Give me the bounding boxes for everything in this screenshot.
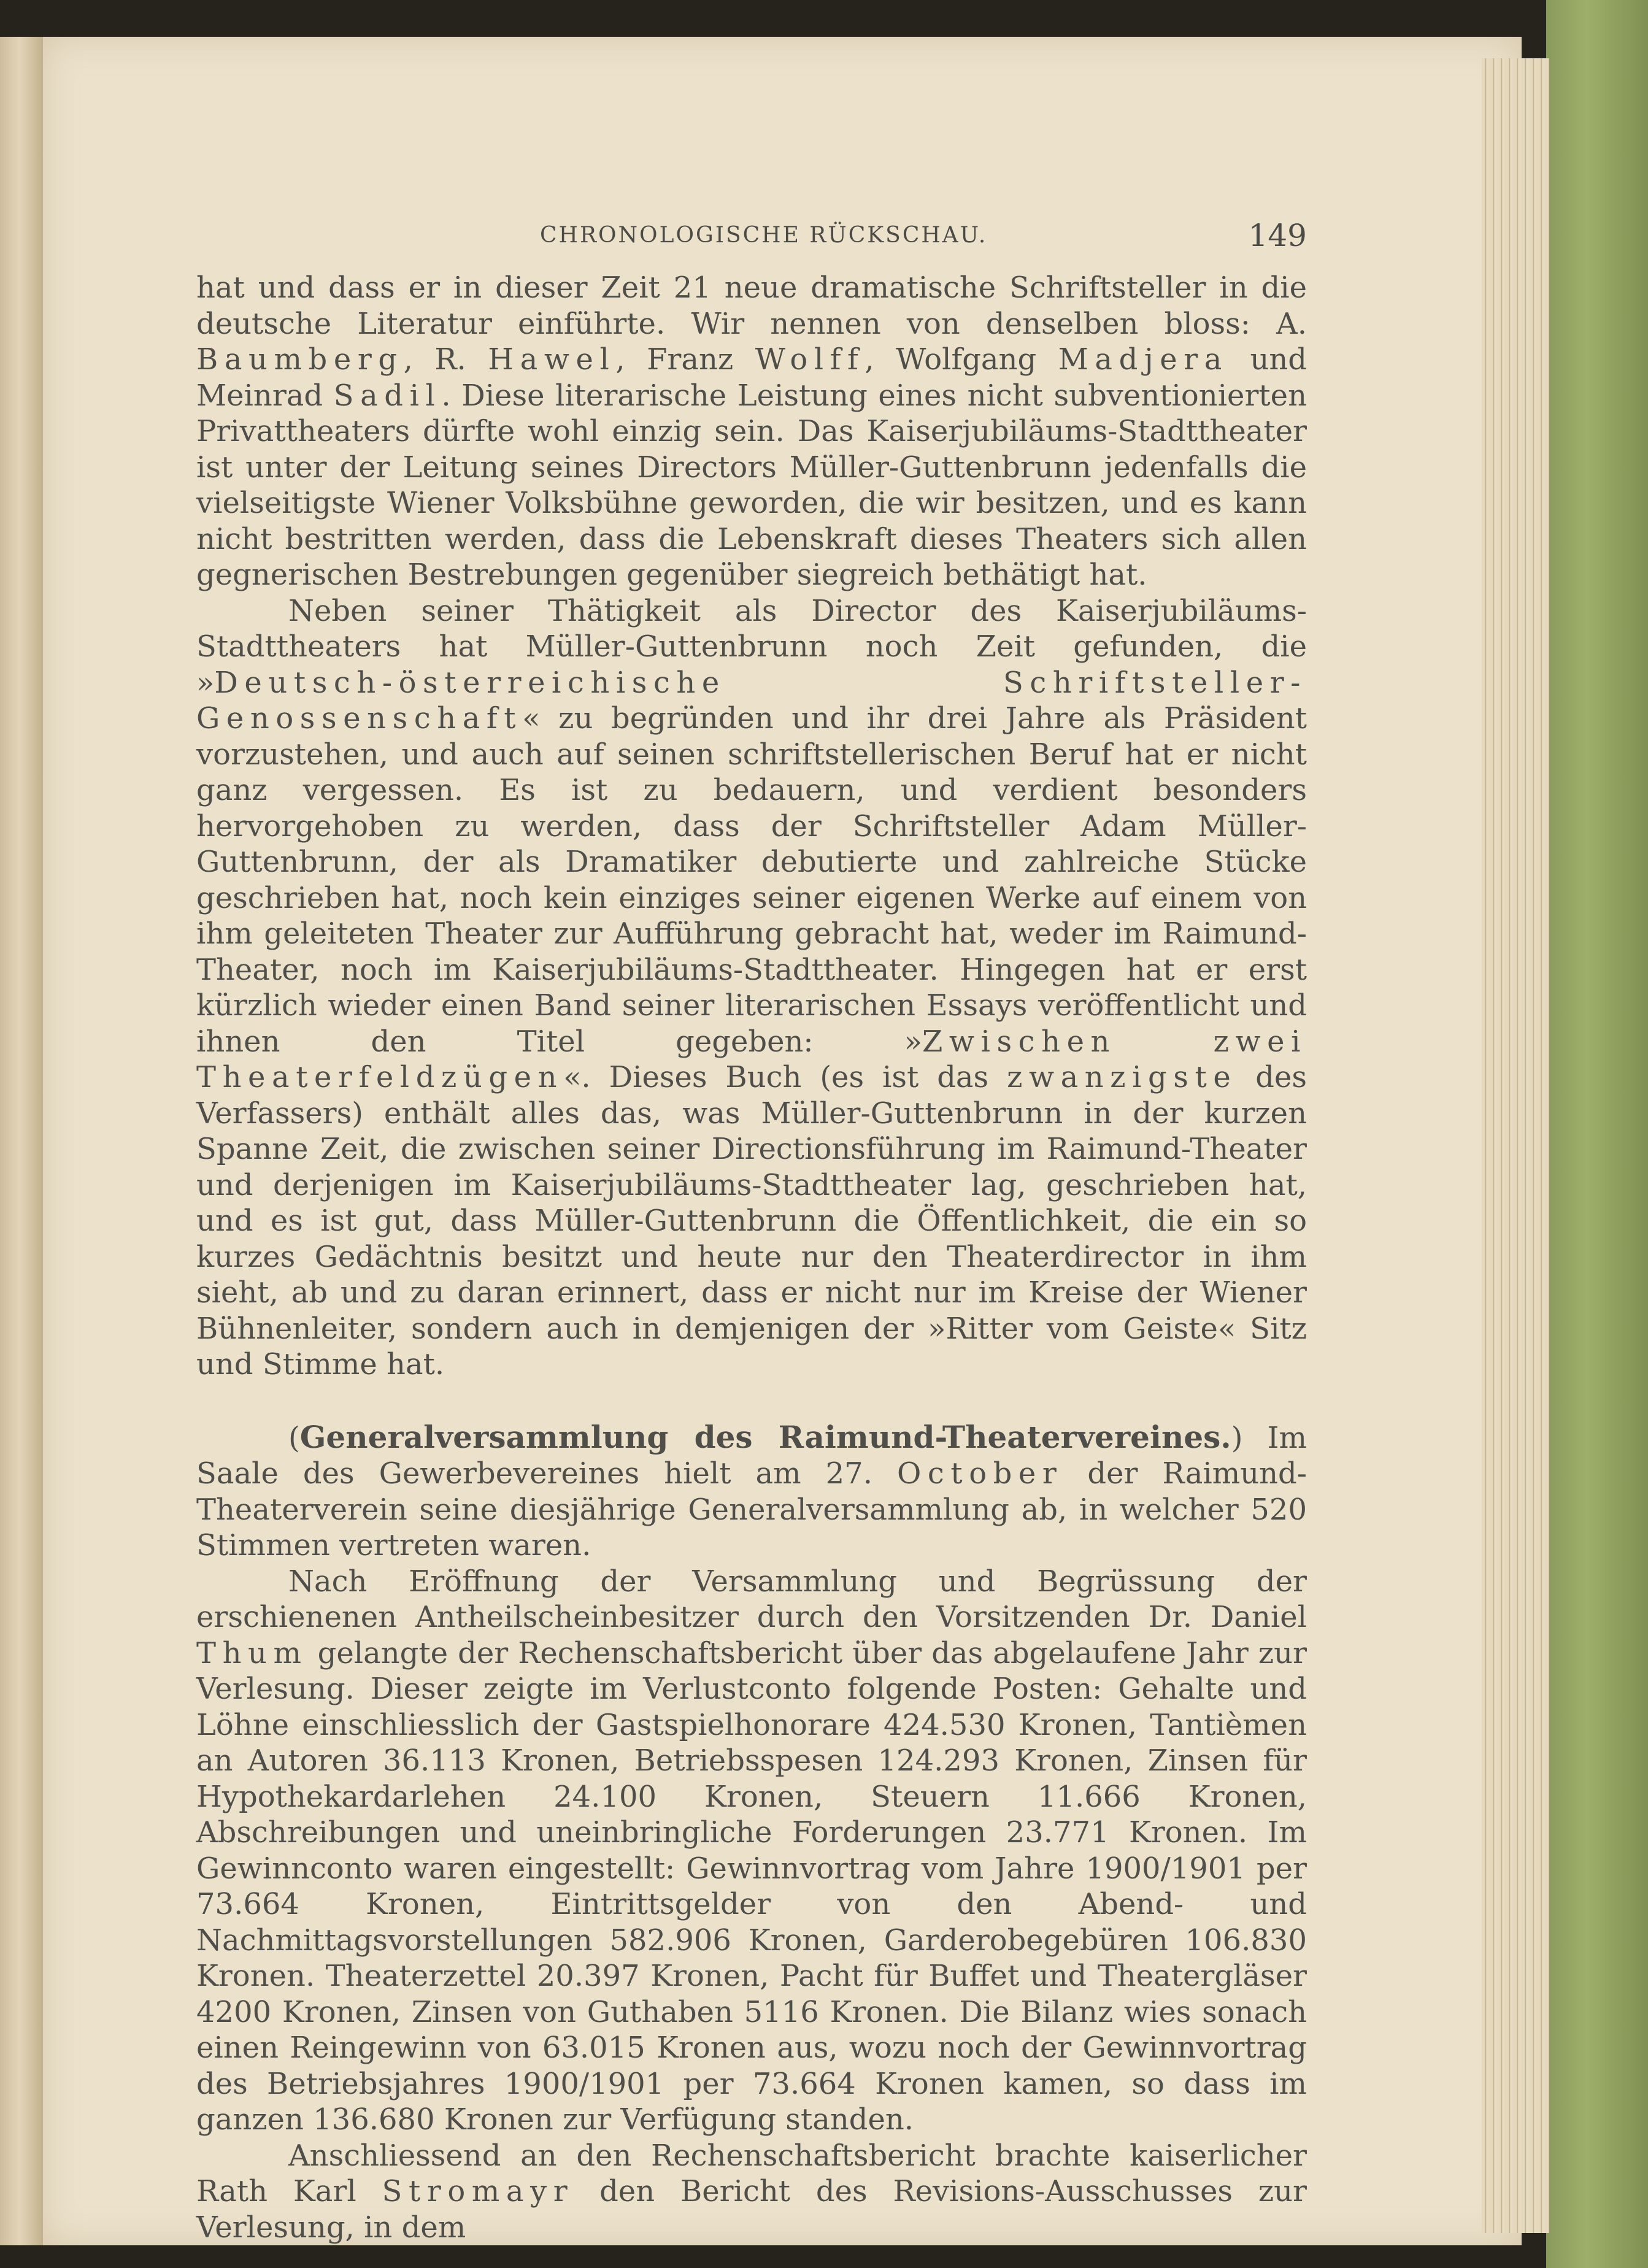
paragraph: [196, 1564, 1307, 2138]
spaced-name: Zwischen zwei Theaterfeldzügen: [196, 1024, 1307, 1094]
running-title: CHRONOLOGISCHE RÜCKSCHAU.: [540, 223, 988, 248]
running-head: [196, 218, 1307, 255]
text-run: , Franz: [615, 342, 755, 377]
text-run: und Meinrad: [196, 342, 1307, 413]
text-run: , Wolfgang: [864, 342, 1058, 377]
book-cover: [1546, 0, 1648, 2268]
paragraph: [196, 2138, 1307, 2246]
spaced-name: Stromayr: [382, 2174, 574, 2208]
spaced-name: October: [896, 1456, 1063, 1491]
text-run: Anschliessend an den Rechenschaftsbericht brachte kaiserlicher Rath Karl: [196, 2138, 1307, 2208]
spaced-name: Hawel: [488, 342, 616, 377]
body-text: [196, 270, 1307, 2245]
text-run: . Diese literarische Leistung eines nicht subventionierten Privattheaters dürfte wohl einzig sein. Das Kaiserjubiläums-Stadttheater ist unter der Leitung seines Directors Müller-Guttenbrunn jedenfalls die vielseitigste Wiener Volksbühne geworden, die wir besitzen, und es kann nicht bestritten werden, dass die Lebenskraft dieses Theaters sich allen gegnerischen Bestrebungen gegenüber siegreich bethätigt hat.: [196, 378, 1307, 592]
text-run: der Raimund-Theaterverein seine diesjährige Generalversammlung ab, in welcher 520 Stimmen vertreten waren.: [196, 1456, 1307, 1563]
spaced-name: Madjera: [1058, 342, 1228, 377]
text-run: des Verfassers) enthält alles das, was Müller-Guttenbrunn in der kurzen Spanne Zeit, die zwischen seiner Directionsführung im Raimund-Theater und derjenigen im Kaiserjubiläums-Stadttheater lag, geschrieben hat, und es ist gut, dass Müller-Guttenbrunn die Öffentlichkeit, die ein so kurzes Gedächtnis besitzt und heute nur den Theaterdirector in ihm sieht, ab und zu daran erinnert, dass er nicht nur im Kreise der Wiener Bühnenleiter, sondern auch in demjenigen der »Ritter vom Geiste« Sitz und Stimme hat.: [196, 1060, 1307, 1382]
section-heading: Generalversammlung des Raimund-Theatervereines.: [299, 1418, 1231, 1455]
text-run: «. Dieses Buch (es ist das: [563, 1060, 1007, 1094]
text-run: ) Im Saale des Gewerbevereines hielt am 27.: [196, 1420, 1307, 1491]
text-run: « zu begründen und ihr drei Jahre als Präsident vorzustehen, und auch auf seinen schriftstellerischen Beruf hat er nicht ganz vergessen. Es ist zu bedauern, und verdient besonders hervorgehoben zu werden, dass der Schriftsteller Adam Müller-Guttenbrunn, der als Dramatiker debutierte und zahlreiche Stücke geschrieben hat, noch kein einziges seiner eigenen Werke auf einem von ihm geleiteten Theater zur Aufführung gebracht hat, weder im Raimund-Theater, noch im Kaiserjubiläums-Stadttheater. Hingegen hat er erst kürzlich wieder einen Band seiner literarischen Essays veröffentlicht und ihnen den Titel gegeben: »: [196, 701, 1307, 1059]
text-run: gelangte der Rechenschaftsbericht über das abgelaufene Jahr zur Verlesung. Dieser zeigte im Verlustconto folgende Posten: Gehalte und Löhne einschliesslich der Gastspielhonorare 424.530 Kronen, Tantièmen an Autoren 36.113 Kronen, Betriebsspesen 124.293 Kronen, Zinsen für Hypothekardarlehen 24.100 Kronen, Steuern 11.666 Kronen, Abschreibungen und uneinbringliche Forderungen 23.771 Kronen. Im Gewinnconto waren eingestellt: Gewinnvortrag vom Jahre 1900/1901 per 73.664 Kronen, Eintrittsgelder von den Abend- und Nachmittagsvorstellungen 582.906 Kronen, Garderobegebüren 106.830 Kronen. Theaterzettel 20.397 Kronen, Pacht für Buffet und Theatergläser 4200 Kronen, Zinsen von Guthaben 5116 Kronen. Die Bilanz wies sonach einen Reingewinn von 63.015 Kronen aus, wozu noch der Gewinnvortrag des Betriebsjahres 1900/1901 per 73.664 Kronen kamen, so dass im ganzen 136.680 Kronen zur Verfügung standen.: [196, 1636, 1307, 2137]
text-run: Nach Eröffnung der Versammlung und Begrüssung der erschienenen Antheilscheinbesitzer durch den Vorsitzenden Dr. Daniel: [196, 1564, 1307, 1634]
text-run: (: [288, 1420, 300, 1455]
spaced-name: Thum: [196, 1636, 308, 1670]
text-run: den Bericht des Revisions-Ausschusses zur Verlesung, in dem: [196, 2174, 1307, 2245]
spaced-name: Baumberg: [196, 342, 404, 377]
paragraph: [196, 1420, 1307, 1564]
spaced-name: Deutsch-österreichische Schriftsteller-Genossenschaft: [196, 665, 1307, 736]
spaced-name: Wolff: [755, 342, 865, 377]
spaced-name: Sadil: [333, 378, 442, 413]
facing-page-edge: [0, 37, 49, 2245]
text-run: hat und dass er in dieser Zeit 21 neue dramatische Schriftsteller in die deutsche Literatur einführte. Wir nennen von denselben bloss: A.: [196, 271, 1307, 341]
page-number: 149: [1248, 218, 1307, 253]
spaced-name: zwanzigste: [1007, 1060, 1238, 1094]
page-stack-edges: [1482, 58, 1549, 2233]
paragraph: [196, 270, 1307, 593]
paragraph: [196, 593, 1307, 1383]
text-run: , R.: [403, 342, 488, 377]
text-run: Neben seiner Thätigkeit als Director des Kaiserjubiläums-Stadttheaters hat Müller-Guttenbrunn noch Zeit gefunden, die »: [196, 593, 1307, 700]
